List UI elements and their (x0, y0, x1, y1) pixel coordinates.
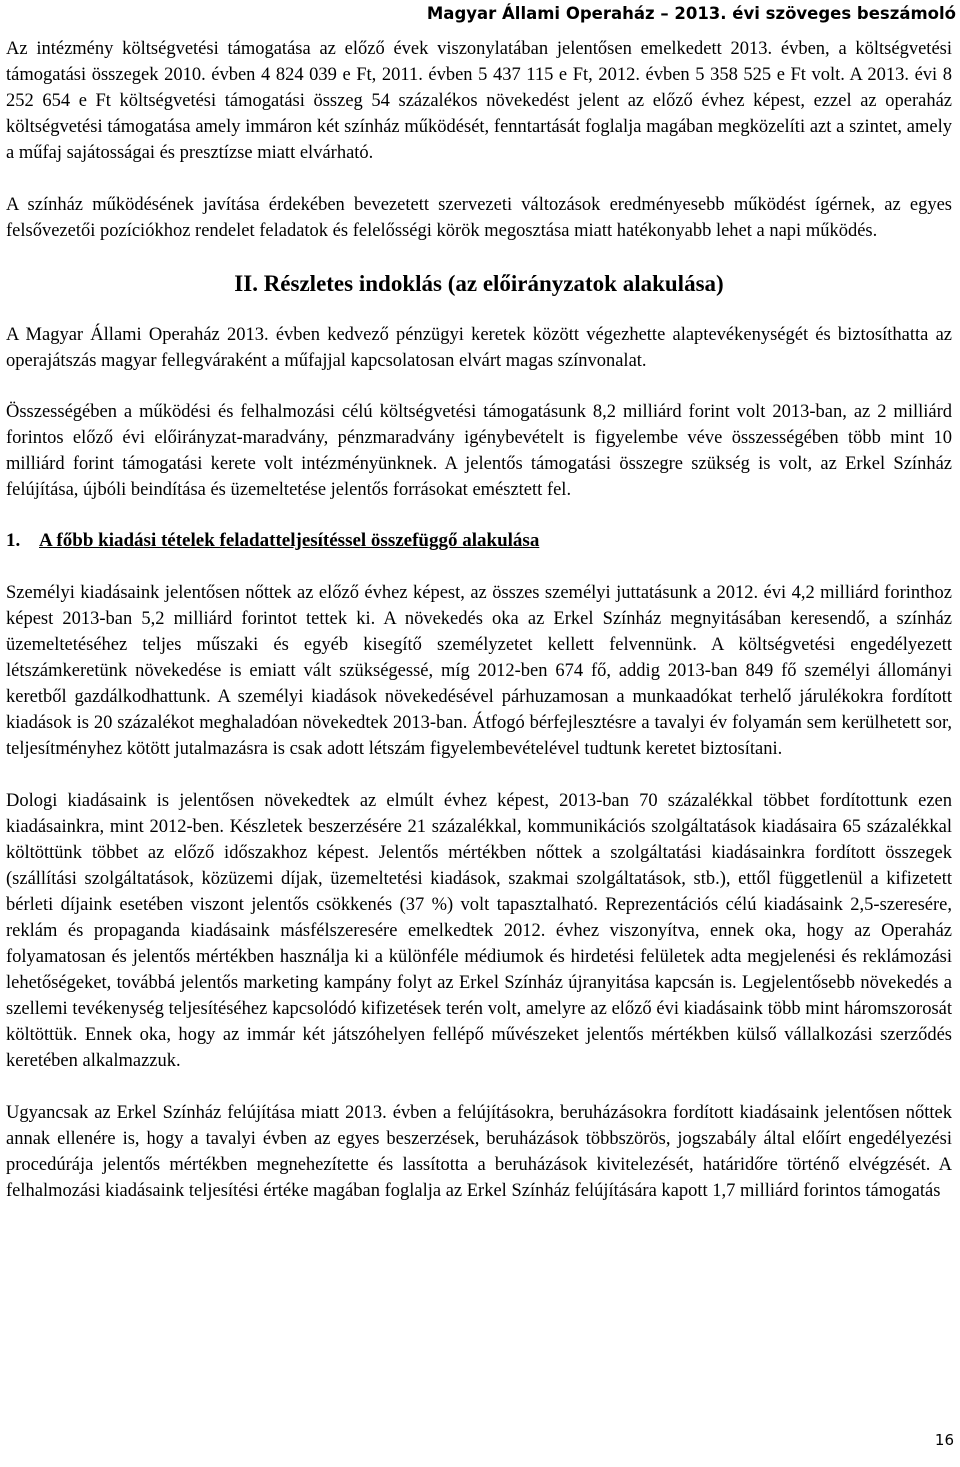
paragraph-material-expenses: Dologi kiadásaink is jelentősen növekedtek az elmúlt évhez képest, 2013-ban 70 százalékkal többet fordítottunk ezen kiadásainkra, mint 2012-ben. Készletek beszerzésére 21 százalékkal, kommunikációs szolgáltatások kiadásaira 65 százalékkal költöttünk többet az előző időszakhoz képest. Jelentős mértékben nőttek a szolgáltatási kiadásainkra fordított összegek (szállítási szolgáltatások, közüzemi díjak, üzemeltetési kiadások, szakmai szolgáltatások, stb.), ettől függetlenül a kifizetett bérleti díjaink esetében viszont jelentős csökkenés (37 %) volt tapasztalható. Reprezentációs célú kiadásaink 2,5-szeresére, reklám és propaganda kiadásaink másfélszeresére emelkedtek 2012. évhez viszonyítva, ennek oka, hogy az Operaház folyamatosan és jelentős mértékben használja ki a különféle médiumok és hirdetési felületek adta megjelenési és reklámozási lehetőségeket, továbbá jelentős marketing kampány folyt az Erkel Színház újranyitása kapcsán is. Legjelentősebb növekedés a szellemi tevékenység teljesítéséhez kapcsolódó kifizetések terén volt, amelyre az előző évi kiadásaink több mint háromszorosát költöttük. Ennek oka, hogy az immár két játszóhelyen fellépő művészeket jelentős mértékben külső vállalkozási szerződés keretében alkalmazzuk. (6, 791, 952, 1071)
section-title: II. Részletes indoklás (az előirányzatok alakulása) (234, 271, 724, 296)
paragraph-financial-framework: A Magyar Állami Operaház 2013. évben kedvező pénzügyi keretek között végezhette alaptevékenységét és biztosíthatta az operajátszás magyar fellegváraként a műfajjal kapcsolatosan elvárt magas színvonalat. (6, 325, 952, 371)
subsection-number: 1. (6, 530, 21, 551)
paragraph-total-support: Összességében a működési és felhalmozási célú költségvetési támogatásunk 8,2 milliárd forint volt 2013-ban, az 2 milliárd forintos előző évi előirányzat-maradvány, pénzmaradvány igénybevételt is figyelembe véve összességében több mint 10 milliárd forint támogatási kerete volt intézményünknek. A jelentős támogatási összegre szükség is volt, az Erkel Színház felújítása, újbóli beindítása és üzemeltetése jelentős forrásokat emésztett fel. (6, 402, 952, 500)
paragraph-personnel-expenses: Személyi kiadásaink jelentősen nőttek az előző évhez képest, az összes személyi juttatásunk a 2012. évi 4,2 milliárd forinthoz képest 2013-ban 5,2 milliárd forintot tettek ki. A növekedés oka az Erkel Színház megnyitásában keresendő, a színház üzemeltetéséhez teljes műszaki és egyéb kisegítő személyzetet kellett felvennünk. A költségvetési engedélyezett létszámkeretünk növekedése is emiatt vált szükségessé, míg 2012-ben 674 fő, addig 2013-ban 849 fő személyi állományi keretből gazdálkodhattunk. A személyi kiadások növekedésével párhuzamosan a munkaadókat terhelő járulékokra fordított kiadások is 20 százalékot meghaladóan növekedtek 2013-ban. Átfogó bérfejlesztésre a tavalyi év folyamán sem kerülhetett sor, teljesítményhez kötött jutalmazásra is csak adott létszám figyelembevételével tudtunk keretet biztosítani. (6, 583, 952, 759)
page-header: Magyar Állami Operaház – 2013. évi szöveges beszámoló (426, 4, 956, 23)
subsection-title (6, 528, 952, 554)
paragraph-investments: Ugyancsak az Erkel Színház felújítása miatt 2013. évben a felújításokra, beruházásokra fordított kiadásaink jelentősen nőttek annak ellenére is, hogy a tavalyi évben az egyes beszerzések, beruházások többszörös, jogszabály által előírt engedélyezési procedúrája jelentős mértékben megnehezítette és lassította a beruházások kivitelezését, határidőre történő elvégzését. A felhalmozási kiadásaink teljesítési értéke magában foglalja az Erkel Színház felújítására kapott 1,7 milliárd forintos támogatás (6, 1103, 952, 1201)
paragraph-organizational-changes: A színház működésének javítása érdekében bevezetett szervezeti változások eredményesebb működést ígérnek, az egyes felsővezetői pozíciókhoz rendelet feladatok és felelősségi körök megosztása miatt hatékonyabb lehet a napi működés. (6, 195, 952, 241)
page-number: 16 (934, 1431, 954, 1449)
document-body (6, 36, 952, 1230)
paragraph-budget-support: Az intézmény költségvetési támogatása az előző évek viszonylatában jelentősen emelkedett 2013. évben, a költségvetési támogatási összegek 2010. évben 4 824 039 e Ft, 2011. évben 5 437 115 e Ft, 2012. évben 5 358 525 e Ft volt. A 2013. évi 8 252 654 e Ft költségvetési támogatási összeg 54 százalékos növekedést jelent az előző évhez képest, ezzel az operaház költségvetési támogatása amely immáron két színház működését, fenntartását foglalja magában megközelíti azt a szintet, amely a műfaj sajátosságai és presztízse miatt elvárható. (6, 39, 952, 163)
subsection-title-text: A főbb kiadási tételek feladatteljesítéssel összefüggő alakulása (39, 530, 540, 551)
